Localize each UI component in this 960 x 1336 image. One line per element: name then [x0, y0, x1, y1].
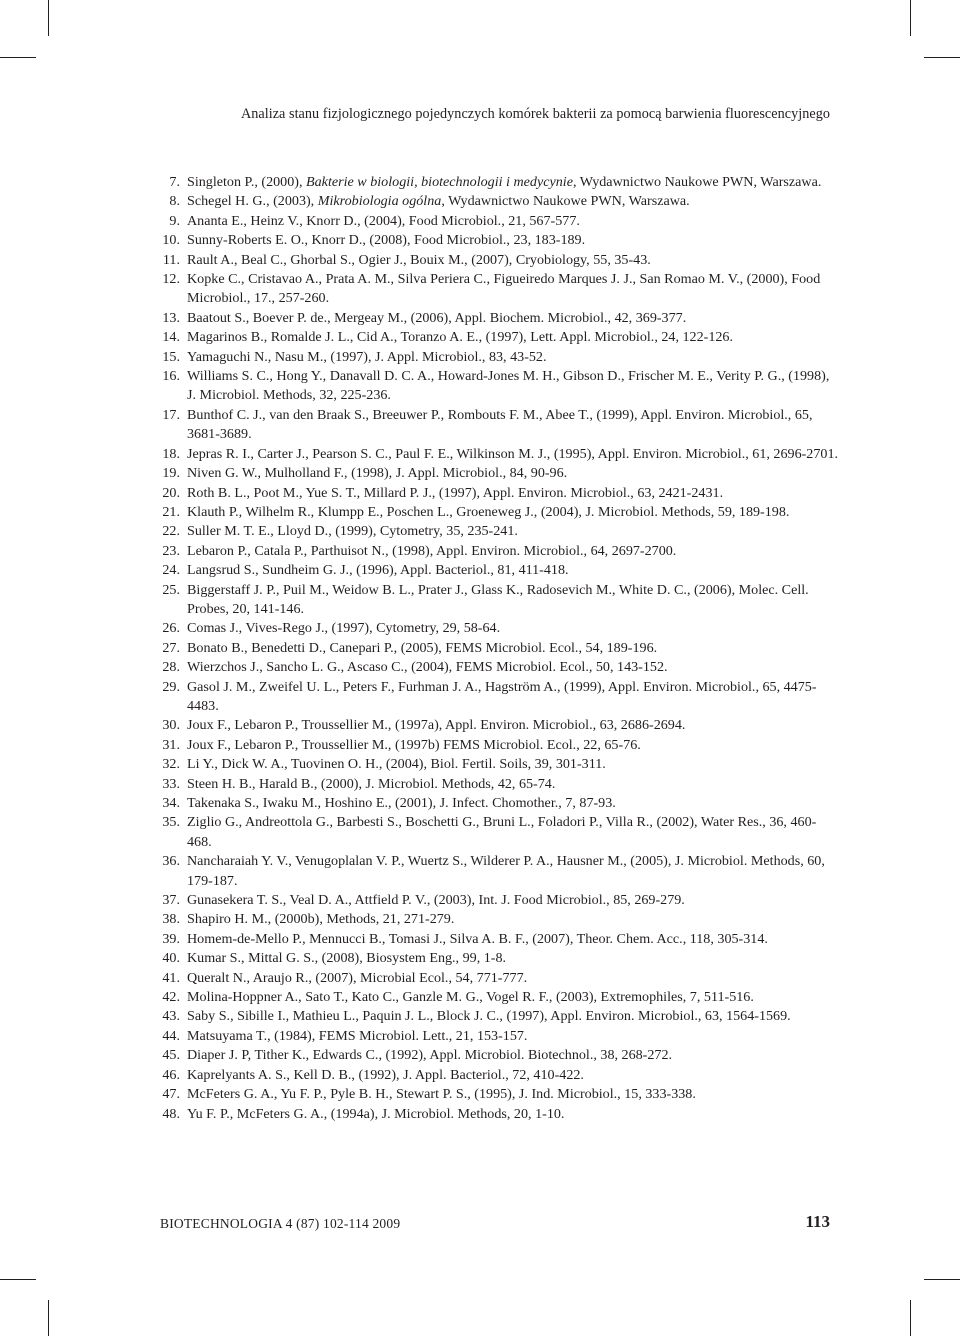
reference-text-main: Steen H. B., Harald B., (2000), J. Microbiol. Methods, 42, 65-74. — [187, 775, 556, 792]
reference-text — [187, 212, 840, 231]
reference-text — [187, 1027, 840, 1046]
reference-number: 44. — [162, 1027, 180, 1044]
reference-item — [150, 251, 840, 270]
reference-item — [150, 270, 840, 309]
reference-number: 10. — [162, 232, 180, 249]
reference-item — [150, 445, 840, 464]
reference-text-main: Gasol J. M., Zweifel U. L., Peters F., Furhman J. A., Hagström A., (1999), Appl. Environ. Microbiol., 65, 4475-4483. — [187, 678, 817, 714]
reference-text-main: Joux F., Lebaron P., Troussellier M., (1997a), Appl. Environ. Microbiol., 63, 2686-2694. — [187, 717, 686, 734]
reference-text — [187, 716, 840, 735]
reference-text-main: Niven G. W., Mulholland F., (1998), J. Appl. Microbiol., 84, 90-96. — [187, 465, 568, 482]
reference-text-main: Lebaron P., Catala P., Parthuisot N., (1998), Appl. Environ. Microbiol., 64, 2697-2700. — [187, 542, 677, 559]
reference-text — [187, 367, 840, 406]
reference-text-main: Yu F. P., McFeters G. A., (1994a), J. Microbiol. Methods, 20, 1-10. — [187, 1105, 565, 1122]
crop-mark-bottom-left — [48, 1300, 49, 1336]
reference-number: 9. — [169, 212, 180, 229]
reference-number: 28. — [162, 659, 180, 676]
reference-text-main: Ananta E., Heinz V., Knorr D., (2004), Food Microbiol., 21, 567-577. — [187, 212, 580, 229]
reference-text-main: Langsrud S., Sundheim G. J., (1996), Appl. Bacteriol., 81, 411-418. — [187, 562, 569, 579]
reference-text-main: Yamaguchi N., Nasu M., (1997), J. Appl. Microbiol., 83, 43-52. — [187, 348, 547, 365]
reference-item — [150, 1027, 840, 1046]
crop-mark-left-upper — [0, 57, 36, 58]
journal-citation: BIOTECHNOLOGIA 4 (87) 102-114 2009 — [160, 1216, 401, 1231]
reference-number: 14. — [162, 329, 180, 346]
reference-number: 43. — [162, 1008, 180, 1025]
reference-text-main: Roth B. L., Poot M., Yue S. T., Millard P. J., (1997), Appl. Environ. Microbiol., 63, 2421-2431. — [187, 484, 724, 501]
reference-item — [150, 988, 840, 1007]
reference-number: 8. — [169, 193, 180, 210]
crop-mark-bottom-right — [910, 1300, 911, 1336]
reference-text-main: Diaper J. P, Tither K., Edwards C., (1992), Appl. Microbiol. Biotechnol., 38, 268-272. — [187, 1047, 673, 1064]
reference-number: 29. — [162, 678, 180, 695]
reference-item — [150, 367, 840, 406]
reference-number: 22. — [162, 523, 180, 540]
reference-text — [187, 173, 840, 192]
reference-item — [150, 406, 840, 445]
reference-number: 36. — [162, 853, 180, 870]
reference-text — [187, 736, 840, 755]
crop-mark-right-lower — [924, 1279, 960, 1280]
page-number: 113 — [805, 1212, 830, 1231]
reference-text — [187, 542, 840, 561]
reference-text-main: Takenaka S., Iwaku M., Hoshino E., (2001), J. Infect. Chomother., 7, 87-93. — [187, 795, 616, 811]
reference-text — [187, 309, 840, 328]
reference-number: 46. — [162, 1066, 180, 1083]
reference-item — [150, 852, 840, 891]
reference-text — [187, 192, 840, 211]
reference-item — [150, 736, 840, 755]
reference-text-main: Matsuyama T., (1984), FEMS Microbiol. Lett., 21, 153-157. — [187, 1027, 528, 1044]
reference-number: 45. — [162, 1047, 180, 1064]
reference-item — [150, 910, 840, 929]
reference-text — [187, 619, 840, 638]
reference-number: 24. — [162, 562, 180, 579]
reference-text-main: Singleton P., (2000), — [187, 174, 307, 190]
reference-text-main: Queralt N., Araujo R., (2007), Microbial Ecol., 54, 771-777. — [187, 969, 528, 986]
reference-text-tail: , Wydawnictwo Naukowe PWN, Warszawa. — [441, 193, 690, 210]
reference-text-main: Kumar S., Mittal G. S., (2008), Biosystem Eng., 99, 1-8. — [187, 950, 507, 967]
reference-number: 23. — [162, 542, 180, 559]
reference-item — [150, 503, 840, 522]
reference-number: 39. — [162, 930, 180, 947]
reference-text — [187, 581, 840, 620]
reference-number: 27. — [162, 639, 180, 656]
reference-number: 38. — [162, 911, 180, 928]
reference-text-main: Joux F., Lebaron P., Troussellier M., (1997b) FEMS Microbiol. Ecol., 22, 65-76. — [187, 736, 641, 753]
reference-item — [150, 891, 840, 910]
reference-number: 26. — [162, 620, 180, 637]
reference-title-italic: Bakterie w biologii, biotechnologii i medycynie — [306, 174, 573, 190]
reference-item — [150, 813, 840, 852]
reference-item — [150, 1007, 840, 1026]
reference-text — [187, 852, 840, 891]
reference-number: 7. — [169, 174, 180, 190]
reference-text-main: Sunny-Roberts E. O., Knorr D., (2008), Food Microbiol., 23, 183-189. — [187, 232, 586, 249]
reference-text — [187, 1046, 840, 1065]
reference-number: 12. — [162, 271, 180, 288]
reference-text — [187, 678, 840, 717]
reference-item — [150, 212, 840, 231]
reference-number: 32. — [162, 756, 180, 773]
reference-item — [150, 1105, 840, 1124]
reference-item — [150, 678, 840, 717]
reference-text — [187, 1066, 840, 1085]
reference-text-tail: , Wydawnictwo Naukowe PWN, Warszawa. — [572, 174, 822, 190]
reference-text-main: Comas J., Vives-Rego J., (1997), Cytometry, 29, 58-64. — [187, 620, 501, 637]
reference-text — [187, 328, 840, 347]
reference-number: 41. — [162, 969, 180, 986]
reference-text-main: Li Y., Dick W. A., Tuovinen O. H., (2004), Biol. Fertil. Soils, 39, 301-311. — [187, 756, 606, 773]
reference-text — [187, 251, 840, 270]
reference-text-main: McFeters G. A., Yu F. P., Pyle B. H., Stewart P. S., (1995), J. Ind. Microbiol., 15, 333-338. — [187, 1086, 696, 1103]
reference-text — [187, 794, 840, 813]
reference-text — [187, 445, 840, 464]
reference-text-main: Wierzchos J., Sancho L. G., Ascaso C., (2004), FEMS Microbiol. Ecol., 50, 143-152. — [187, 659, 668, 676]
reference-number: 21. — [162, 503, 180, 520]
reference-text-main: Suller M. T. E., Lloyd D., (1999), Cytometry, 35, 235-241. — [187, 523, 518, 540]
reference-item — [150, 1046, 840, 1065]
reference-text — [187, 658, 840, 677]
reference-number: 34. — [162, 795, 180, 811]
reference-item — [150, 173, 840, 192]
reference-text — [187, 930, 840, 949]
reference-text — [187, 522, 840, 541]
reference-number: 17. — [162, 406, 180, 423]
reference-item — [150, 969, 840, 988]
reference-text-main: Gunasekera T. S., Veal D. A., Attfield P. V., (2003), Int. J. Food Microbiol., 85, 269-279. — [187, 892, 685, 909]
reference-item — [150, 231, 840, 250]
reference-text-main: Kaprelyants A. S., Kell D. B., (1992), J. Appl. Bacteriol., 72, 410-422. — [187, 1066, 584, 1083]
reference-text-main: Molina-Hoppner A., Sato T., Kato C., Ganzle M. G., Vogel R. F., (2003), Extremophiles, 7, 511-516. — [187, 989, 754, 1006]
reference-item — [150, 794, 840, 813]
reference-number: 40. — [162, 950, 180, 967]
reference-number: 30. — [162, 717, 180, 734]
reference-item — [150, 658, 840, 677]
reference-item — [150, 581, 840, 620]
reference-number: 47. — [162, 1086, 180, 1103]
reference-item — [150, 949, 840, 968]
reference-item — [150, 775, 840, 794]
reference-list — [150, 173, 840, 1124]
reference-text-main: Magarinos B., Romalde J. L., Cid A., Toranzo A. E., (1997), Lett. Appl. Microbiol., 24, 122-126. — [187, 329, 734, 346]
reference-number: 15. — [162, 348, 180, 365]
reference-text — [187, 464, 840, 483]
reference-item — [150, 464, 840, 483]
reference-text — [187, 270, 840, 309]
reference-number: 25. — [162, 581, 180, 598]
reference-number: 13. — [162, 309, 180, 326]
reference-item — [150, 522, 840, 541]
reference-text — [187, 484, 840, 503]
reference-item — [150, 1066, 840, 1085]
reference-text-main: Rault A., Beal C., Ghorbal S., Ogier J., Bouix M., (2007), Cryobiology, 55, 35-43. — [187, 251, 651, 268]
reference-text-main: Williams S. C., Hong Y., Danavall D. C. A., Howard-Jones M. H., Gibson D., Frischer M. E., Verity P. G., (1998), J. Microbiol. Methods, 32, 225-236. — [187, 368, 830, 404]
reference-item — [150, 192, 840, 211]
reference-text-main: Bunthof C. J., van den Braak S., Breeuwer P., Rombouts F. M., Abee T., (1999), Appl. Environ. Microbiol., 65, 3681-3689. — [187, 406, 813, 443]
reference-text-main: Biggerstaff J. P., Puil M., Weidow B. L., Prater J., Glass K., Radosevich M., White D. C., (2006), Molec. Cell. Probes, 20, 141-146. — [187, 581, 809, 617]
reference-number: 31. — [162, 736, 180, 753]
reference-text — [187, 1085, 840, 1104]
reference-text-main: Shapiro H. M., (2000b), Methods, 21, 271-279. — [187, 911, 455, 928]
crop-mark-top-right — [910, 0, 911, 36]
reference-item — [150, 348, 840, 367]
reference-text — [187, 949, 840, 968]
reference-text-main: Bonato B., Benedetti D., Canepari P., (2005), FEMS Microbiol. Ecol., 54, 189-196. — [187, 639, 658, 656]
reference-text-main: Schegel H. G., (2003), — [187, 193, 318, 210]
reference-item — [150, 930, 840, 949]
reference-text-main: Jepras R. I., Carter J., Pearson S. C., Paul F. E., Wilkinson M. J., (1995), Appl. Environ. Microbiol., 61, 2696-2701. — [187, 445, 839, 462]
reference-item — [150, 716, 840, 735]
reference-text — [187, 639, 840, 658]
reference-text-main: Saby S., Sibille I., Mathieu L., Paquin J. L., Block J. C., (1997), Appl. Environ. Microbiol., 63, 1564-1569. — [187, 1008, 791, 1025]
reference-text — [187, 891, 840, 910]
reference-text — [187, 348, 840, 367]
reference-text-main: Kopke C., Cristavao A., Prata A. M., Silva Periera C., Figueiredo Marques J. J., San Romao M. V., (2000), Food Microbiol., 17., 257-260. — [187, 271, 821, 307]
reference-number: 16. — [162, 368, 180, 385]
reference-title-italic: Mikrobiologia ogólna — [317, 193, 442, 210]
reference-item — [150, 328, 840, 347]
reference-text — [187, 988, 840, 1007]
reference-number: 33. — [162, 775, 180, 792]
reference-item — [150, 484, 840, 503]
reference-text — [187, 969, 840, 988]
running-header: Analiza stanu fizjologicznego pojedynczych komórek bakterii za pomocą barwienia fluorescencyjnego — [240, 106, 830, 122]
reference-text — [187, 775, 840, 794]
reference-text — [187, 755, 840, 774]
reference-text — [187, 503, 840, 522]
reference-text — [187, 813, 840, 852]
reference-number: 18. — [162, 445, 180, 462]
reference-item — [150, 561, 840, 580]
reference-text — [187, 1105, 840, 1124]
reference-number: 42. — [162, 989, 180, 1006]
reference-item — [150, 542, 840, 561]
reference-number: 20. — [162, 484, 180, 501]
reference-item — [150, 755, 840, 774]
reference-text-main: Baatout S., Boever P. de., Mergeay M., (2006), Appl. Biochem. Microbiol., 42, 369-377. — [187, 309, 687, 326]
reference-text-main: Ziglio G., Andreottola G., Barbesti S., Boschetti G., Bruni L., Foladori P., Villa R., (2002), Water Res., 36, 460-468. — [187, 814, 817, 850]
reference-text — [187, 1007, 840, 1026]
reference-item — [150, 1085, 840, 1104]
reference-text — [187, 910, 840, 929]
reference-item — [150, 639, 840, 658]
reference-text-main: Homem-de-Mello P., Mennucci B., Tomasi J., Silva A. B. F., (2007), Theor. Chem. Acc., 118, 305-314. — [187, 930, 768, 947]
reference-text-main: Nancharaiah Y. V., Venugoplalan V. P., Wuertz S., Wilderer P. A., Hausner M., (2005), J. Microbiol. Methods, 60, 179-187. — [187, 853, 825, 889]
reference-text — [187, 406, 840, 445]
reference-number: 48. — [162, 1105, 180, 1122]
crop-mark-left-lower — [0, 1279, 36, 1280]
reference-text — [187, 561, 840, 580]
reference-number: 37. — [162, 892, 180, 909]
reference-text — [187, 231, 840, 250]
reference-item — [150, 309, 840, 328]
crop-mark-top-left — [48, 0, 49, 36]
reference-number: 19. — [162, 465, 180, 482]
reference-number: 11. — [162, 251, 180, 268]
reference-number: 35. — [162, 814, 180, 831]
reference-text-main: Klauth P., Wilhelm R., Klumpp E., Poschen L., Groeneweg J., (2004), J. Microbiol. Methods, 59, 189-198. — [187, 503, 790, 520]
reference-item — [150, 619, 840, 638]
crop-mark-right-upper — [924, 57, 960, 58]
